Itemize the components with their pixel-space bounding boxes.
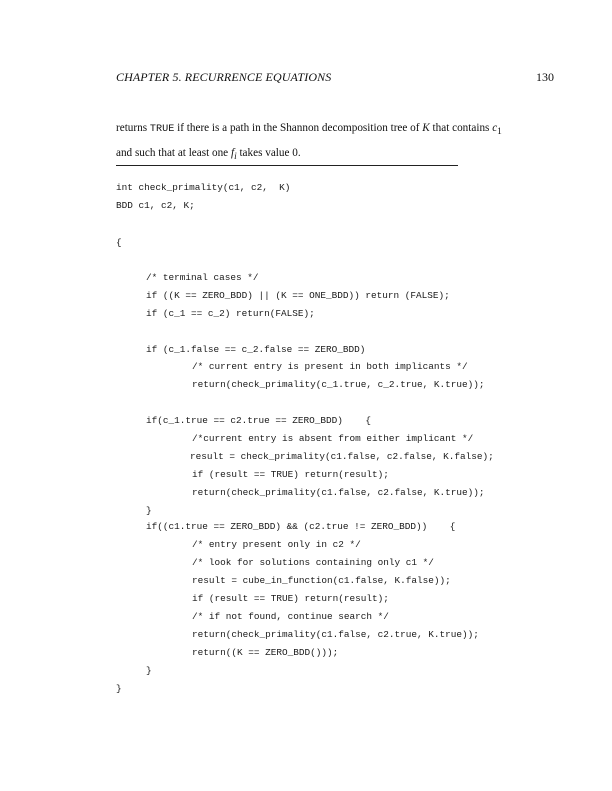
chapter-title: CHAPTER 5. RECURRENCE EQUATIONS (116, 70, 332, 84)
intro-var-c-sub: 1 (497, 127, 502, 138)
intro-text: if there is a path in the Shannon decomposition tree of (174, 122, 423, 134)
page-number: 130 (536, 70, 554, 84)
code-line: if(c_1.true == c2.true == ZERO_BDD) { (146, 415, 372, 426)
code-line: if (result == TRUE) return(result); (192, 593, 389, 604)
intro-var-k: K (422, 122, 430, 134)
code-line: } (116, 683, 122, 694)
intro-true-keyword: TRUE (149, 124, 175, 135)
code-line: if (c_1.false == c_2.false == ZERO_BDD) (146, 344, 366, 355)
code-line: result = check_primality(c1.false, c2.false, K.false); (190, 451, 494, 462)
code-line: /* current entry is present in both implicants */ (192, 361, 468, 372)
code-line: /* terminal cases */ (146, 272, 259, 283)
intro-text: that contains (429, 122, 493, 134)
code-line: return(check_primality(c1.false, c2.false, K.true)); (192, 487, 485, 498)
code-line: if (result == TRUE) return(result); (192, 469, 389, 480)
code-line: if (c_1 == c_2) return(FALSE); (146, 308, 315, 319)
code-line: return(check_primality(c1.false, c2.true, K.true)); (192, 629, 479, 640)
code-line: /*current entry is absent from either implicant */ (192, 433, 474, 444)
code-line: BDD c1, c2, K; (116, 200, 195, 211)
code-line: result = cube_in_function(c1.false, K.false)); (192, 575, 451, 586)
intro-text: returns (116, 122, 150, 134)
code-line: return(check_primality(c_1.true, c_2.true, K.true)); (192, 379, 485, 390)
code-line: /* if not found, continue search */ (192, 611, 389, 622)
code-line: if((c1.true == ZERO_BDD) && (c2.true != ZERO_BDD)) { (146, 521, 456, 532)
code-line: int check_primality(c1, c2, K) (116, 182, 291, 193)
code-line: /* entry present only in c2 */ (192, 539, 361, 550)
intro-text: and such that at least one (116, 147, 231, 160)
intro-text: takes value 0. (236, 147, 301, 160)
code-line: } (146, 505, 152, 516)
code-line: /* look for solutions containing only c1 */ (192, 557, 434, 568)
code-line: return((K == ZERO_BDD())); (192, 647, 339, 658)
code-line: { (116, 237, 122, 248)
code-line: } (146, 665, 152, 676)
code-line: if ((K == ZERO_BDD) || (K == ONE_BDD)) return (FALSE); (146, 290, 450, 301)
intro-var-f-sub: i (234, 152, 237, 163)
intro-var-c: c (492, 122, 498, 134)
intro-var-f: f (230, 147, 235, 160)
